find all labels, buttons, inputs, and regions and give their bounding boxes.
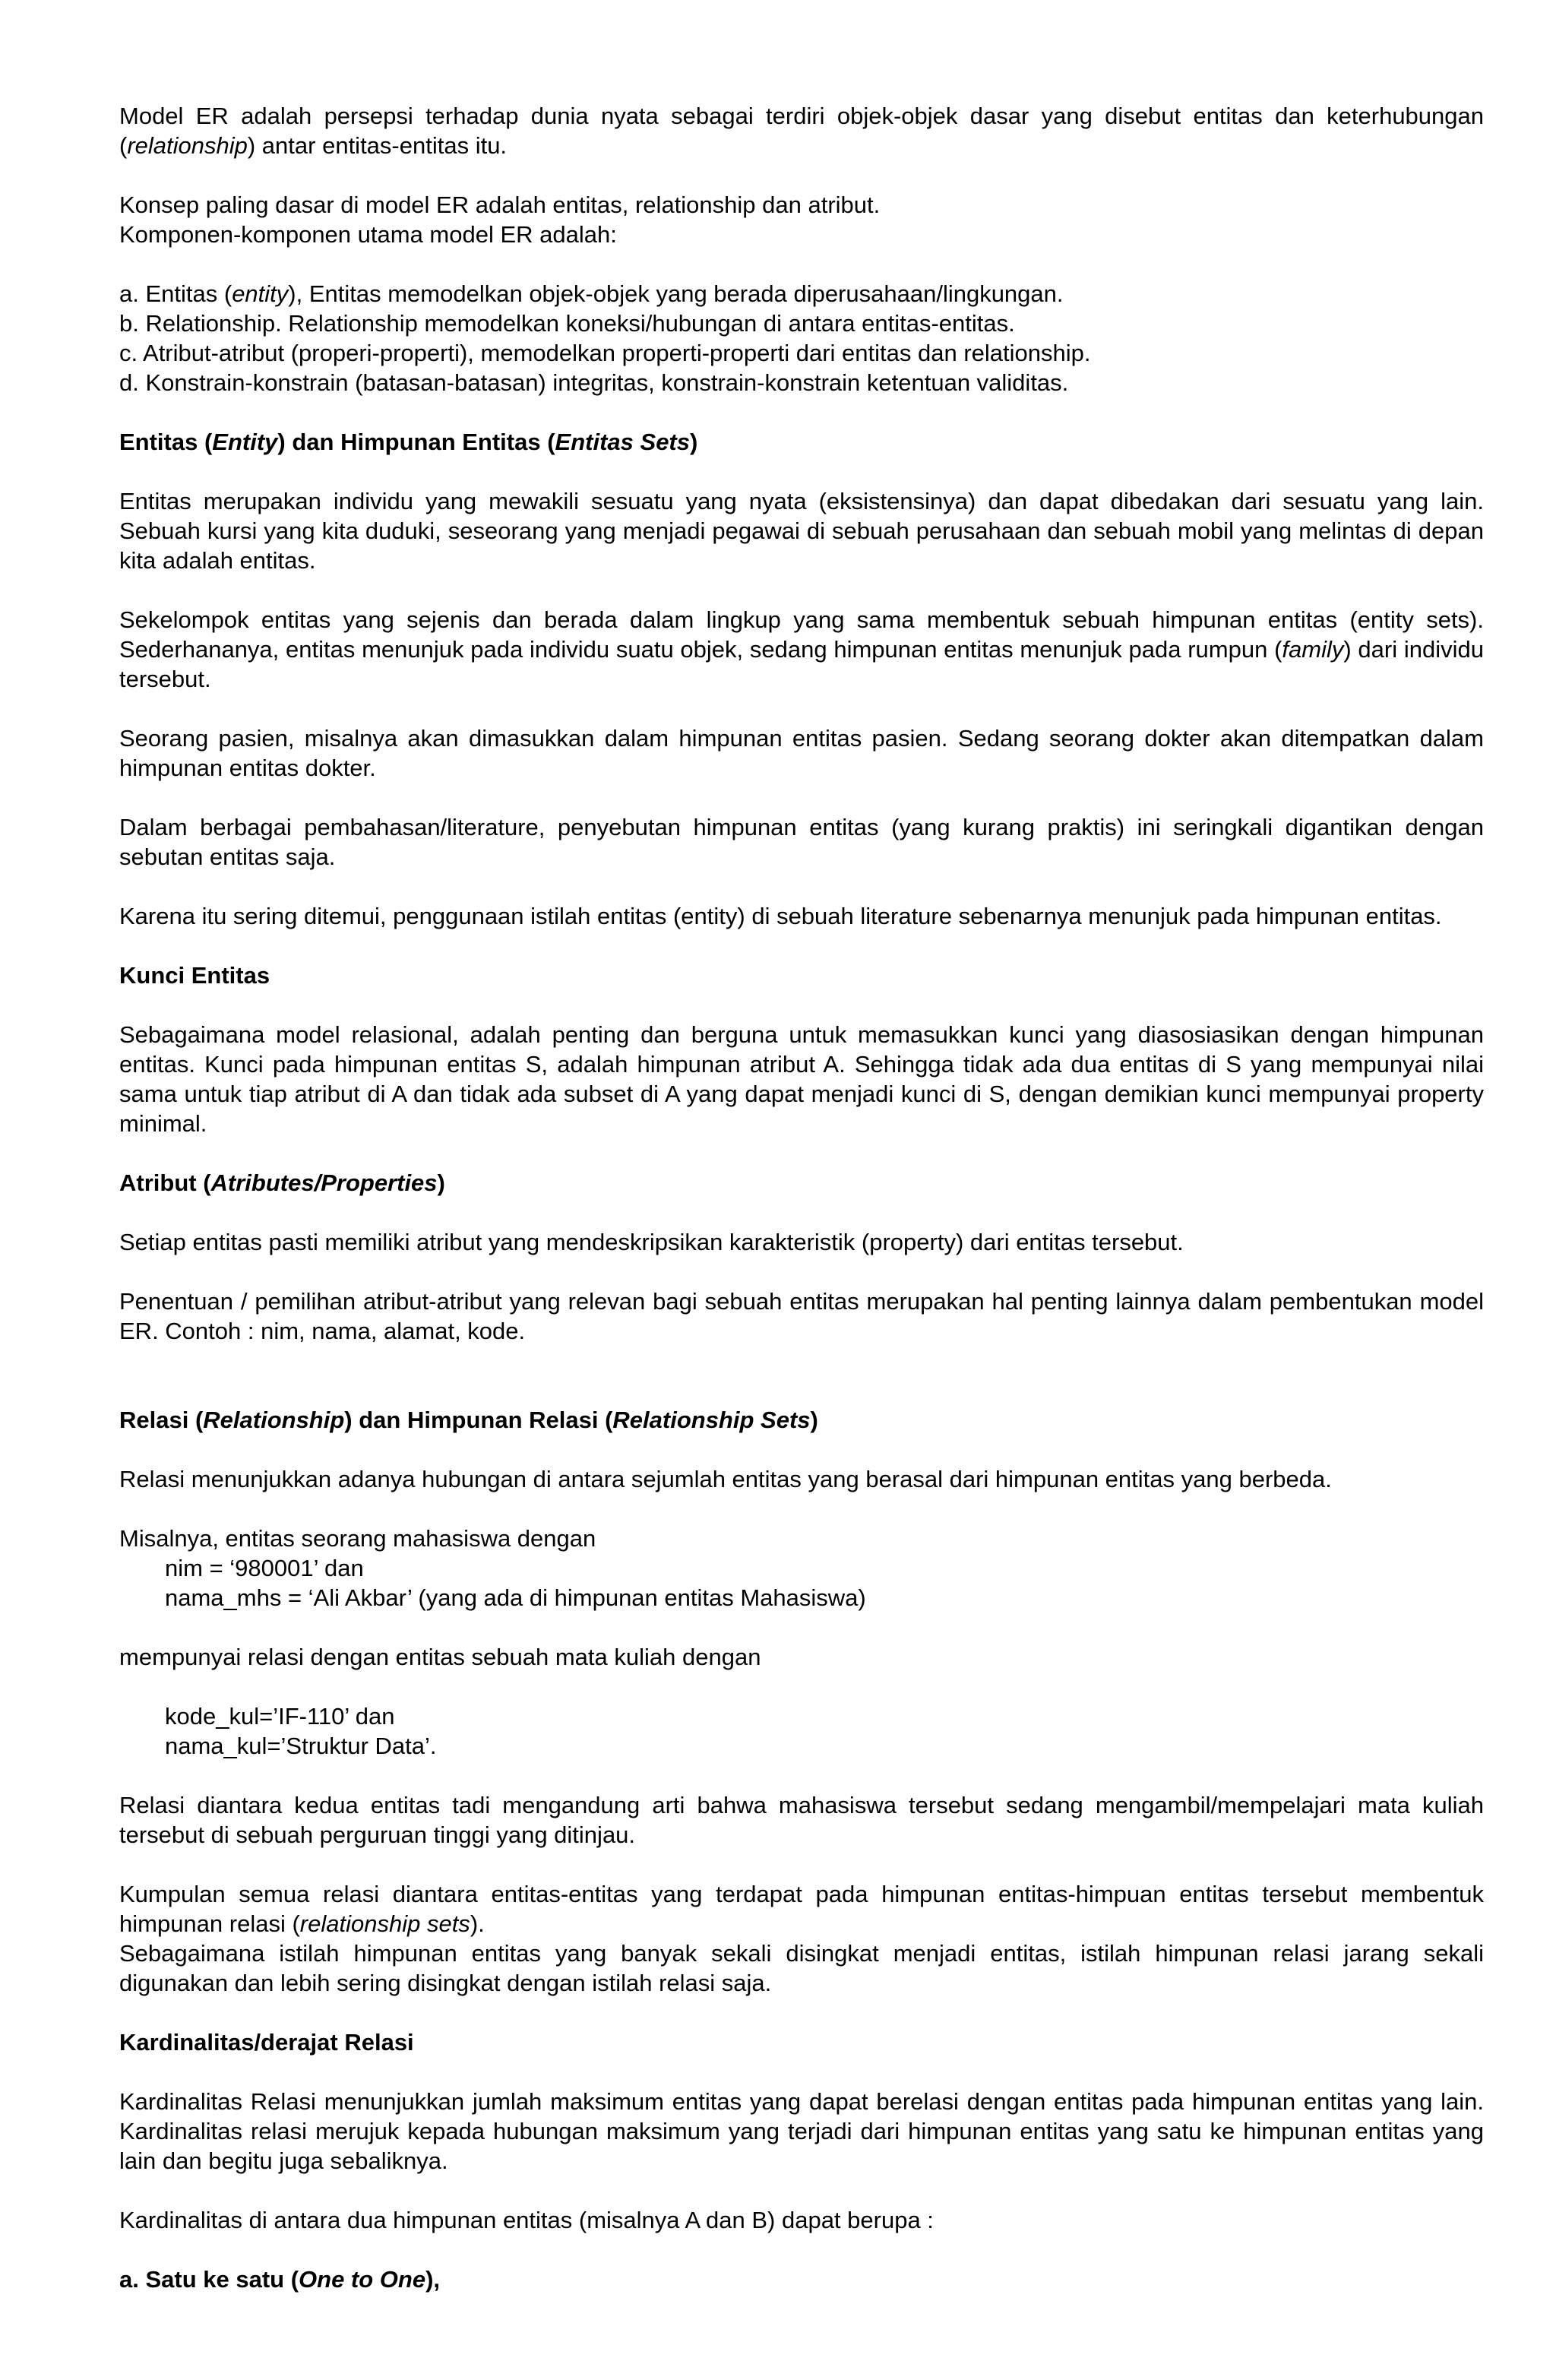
heading-kunci-entitas: Kunci Entitas <box>119 962 270 989</box>
heading-entitas: Entitas (Entity) dan Himpunan Entitas (Entitas Sets) <box>119 429 698 455</box>
text-line: Misalnya, entitas seorang mahasiswa dengan <box>119 1525 596 1552</box>
relasi-paragraph-6: Kumpulan semua relasi diantara entitas-entitas yang terdapat pada himpunan entitas-himpuan entitas tersebut membentuk himpunan relasi (relationship sets). Sebagaimana istilah himpunan entitas yang banyak sekali disingkat menjadi entitas, istilah himpunan relasi jarang sekali digunakan dan lebih sering disingkat dengan istilah relasi saja. <box>119 1881 1484 1996</box>
entitas-paragraph-1: Entitas merupakan individu yang mewakili sesuatu yang nyata (eksistensinya) dan dapat dibedakan dari sesuatu yang lain. Sebuah kursi yang kita duduki, seseorang yang menjadi pegawai di sebuah perusahaan dan sebuah mobil yang melintas di depan kita adalah entitas. <box>119 488 1484 574</box>
code-line-kode-kul: kode_kul=’IF-110’ dan <box>165 1703 395 1730</box>
relasi-paragraph-1: Relasi menunjukkan adanya hubungan di antara sejumlah entitas yang berasal dari himpunan entitas yang berbeda. <box>119 1466 1332 1492</box>
text-run: ) antar entitas-entitas itu. <box>247 132 508 159</box>
kunci-paragraph: Sebagaimana model relasional, adalah penting dan berguna untuk memasukkan kunci yang diasosiasikan dengan himpunan entitas. Kunci pada himpunan entitas S, adalah himpunan atribut A. Sehingga tidak ada dua entitas di S yang mempunyai nilai sama untuk tiap atribut di A dan tidak ada subset di A yang dapat menjadi kunci di S, dengan demikian kunci mempunyai property minimal. <box>119 1021 1484 1137</box>
kardinalitas-paragraph-2: Kardinalitas di antara dua himpunan entitas (misalnya A dan B) dapat berupa : <box>119 2207 934 2233</box>
code-line-nama-kul: nama_kul=’Struktur Data’. <box>165 1733 437 1759</box>
code-line-nim: nim = ‘980001’ dan <box>165 1555 364 1581</box>
component-item-a: a. Entitas (entity), Entitas memodelkan objek-objek yang berada diperusahaan/lingkungan. <box>119 280 1064 307</box>
concept-paragraph <box>119 190 1484 249</box>
text-line: Konsep paling dasar di model ER adalah entitas, relationship dan atribut. <box>119 191 881 218</box>
components-list <box>119 279 1484 397</box>
kardinalitas-paragraph-1: Kardinalitas Relasi menunjukkan jumlah maksimum entitas yang dapat berelasi dengan entitas pada himpunan entitas yang lain. Kardinalitas relasi merujuk kepada hubungan maksimum yang terjadi dari himpunan entitas yang satu ke himpunan entitas yang lain dan begitu juga sebaliknya. <box>119 2088 1484 2174</box>
entitas-paragraph-4: Dalam berbagai pembahasan/literature, penyebutan himpunan entitas (yang kurang praktis) ini seringkali digantikan dengan sebutan entitas saja. <box>119 814 1484 870</box>
component-item-c: c. Atribut-atribut (properi-properti), memodelkan properti-properti dari entitas dan relationship. <box>119 340 1091 366</box>
code-line-nama-mhs: nama_mhs = ‘Ali Akbar’ (yang ada di himpunan entitas Mahasiswa) <box>165 1584 866 1611</box>
heading-relasi: Relasi (Relationship) dan Himpunan Relasi (Relationship Sets) <box>119 1407 818 1433</box>
relasi-paragraph-3: mempunyai relasi dengan entitas sebuah mata kuliah dengan <box>119 1644 761 1670</box>
heading-kardinalitas: Kardinalitas/derajat Relasi <box>119 2029 414 2056</box>
text-run: Model ER adalah persepsi terhadap dunia nyata sebagai terdiri objek-objek dasar yang disebut entitas dan keterhubungan ( <box>119 103 1484 159</box>
emphasis: relationship <box>127 132 248 159</box>
text-line: Komponen-komponen utama model ER adalah: <box>119 221 617 248</box>
component-item-d: d. Konstrain-konstrain (batasan-batasan) integritas, konstrain-konstrain ketentuan validitas. <box>119 369 1069 396</box>
atribut-paragraph-1: Setiap entitas pasti memiliki atribut yang mendeskripsikan karakteristik (property) dari entitas tersebut. <box>119 1229 1184 1255</box>
entitas-paragraph-5: Karena itu sering ditemui, penggunaan istilah entitas (entity) di sebuah literature sebenarnya menunjuk pada himpunan entitas. <box>119 903 1442 929</box>
entitas-paragraph-3: Seorang pasien, misalnya akan dimasukkan dalam himpunan entitas pasien. Sedang seorang dokter akan ditempatkan dalam himpunan entitas dokter. <box>119 725 1484 781</box>
emphasis: entity <box>232 280 289 307</box>
relasi-example-mahasiswa <box>119 1524 1484 1613</box>
emphasis: relationship sets <box>299 1910 470 1937</box>
text-run: Sebagaimana istilah himpunan entitas yang banyak sekali disingkat menjadi entitas, istilah himpunan relasi jarang sekali digunakan dan lebih sering disingkat dengan istilah relasi saja. <box>119 1940 1484 1996</box>
heading-atribut: Atribut (Atributes/Properties) <box>119 1169 445 1196</box>
intro-paragraph <box>119 101 1484 160</box>
document-body <box>119 101 1484 2324</box>
relasi-paragraph-5: Relasi diantara kedua entitas tadi mengandung arti bahwa mahasiswa tersebut sedang mengambil/mempelajari mata kuliah tersebut di sebuah perguruan tinggi yang ditinjau. <box>119 1792 1484 1848</box>
entitas-paragraph-2: Sekelompok entitas yang sejenis dan berada dalam lingkup yang sama membentuk sebuah himpunan entitas (entity sets). Sederhananya, entitas menunjuk pada individu suatu objek, sedang himpunan entitas menunjuk pada rumpun (family) dari individu tersebut. <box>119 606 1484 692</box>
component-item-b: b. Relationship. Relationship memodelkan koneksi/hubungan di antara entitas-entitas. <box>119 310 1015 337</box>
relasi-example-matakuliah <box>119 1701 1484 1761</box>
emphasis: family <box>1282 636 1344 663</box>
kardinalitas-item-a: a. Satu ke satu (One to One), <box>119 2266 441 2293</box>
atribut-paragraph-2: Penentuan / pemilihan atribut-atribut yang relevan bagi sebuah entitas merupakan hal penting lainnya dalam pembentukan model ER. Contoh : nim, nama, alamat, kode. <box>119 1288 1484 1344</box>
